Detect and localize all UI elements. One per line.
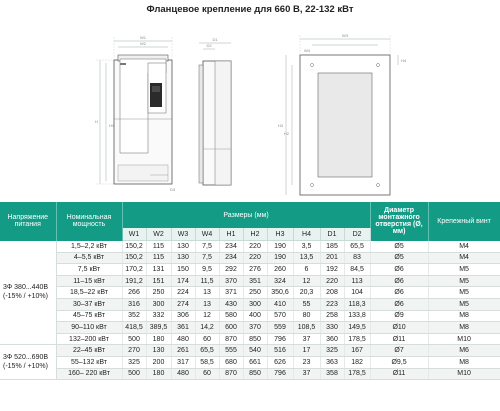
cell-w4: 7,5 [195, 252, 219, 264]
column-header-h1: H1 [219, 228, 243, 241]
cell-h3: 796 [267, 368, 293, 380]
table-row [0, 241, 500, 253]
cell-power: 4–5,5 кВт [56, 252, 122, 264]
cell-w3: 317 [171, 356, 195, 368]
cell-w2: 151 [146, 275, 171, 287]
cell-w2: 389,5 [146, 322, 171, 334]
cell-screw: M5 [428, 287, 500, 299]
cell-h1: 234 [219, 241, 243, 253]
cell-d2: 84,5 [344, 264, 370, 276]
cell-w2: 250 [146, 287, 171, 299]
cell-w2: 180 [146, 333, 171, 345]
cell-screw: M6 [428, 345, 500, 357]
cell-h1: 234 [219, 252, 243, 264]
cell-power: 132–200 кВт [56, 333, 122, 345]
cell-w1: 352 [122, 310, 146, 322]
cell-w4: 60 [195, 368, 219, 380]
column-header-d2: D2 [344, 228, 370, 241]
cell-hole-diameter: Ø6 [370, 264, 428, 276]
cell-h1: 870 [219, 368, 243, 380]
cell-d2: 178,5 [344, 333, 370, 345]
cell-w1: 418,5 [122, 322, 146, 334]
column-header-h3: H3 [267, 228, 293, 241]
cell-d2: 133,8 [344, 310, 370, 322]
cell-power: 1,5–2,2 кВт [56, 241, 122, 253]
cell-power: 160– 220 кВт [56, 368, 122, 380]
voltage-range: 3Ф 380...440В [3, 284, 49, 292]
table-row [0, 333, 500, 345]
cell-h2: 400 [243, 310, 267, 322]
cell-d2: 167 [344, 345, 370, 357]
cell-h1: 292 [219, 264, 243, 276]
cell-h2: 370 [243, 322, 267, 334]
cell-w2: 115 [146, 252, 171, 264]
cell-w1: 270 [122, 345, 146, 357]
cell-w4: 9,5 [195, 264, 219, 276]
table-row [0, 368, 500, 380]
cell-d1: 358 [320, 368, 344, 380]
cell-h3: 350,6 [267, 287, 293, 299]
cell-w2: 332 [146, 310, 171, 322]
cell-h2: 220 [243, 241, 267, 253]
table-row [0, 287, 500, 299]
cell-power: 90–110 кВт [56, 322, 122, 334]
column-header-w3: W3 [171, 228, 195, 241]
cell-d2: 65,5 [344, 241, 370, 253]
cell-w1: 316 [122, 298, 146, 310]
cell-h3: 796 [267, 333, 293, 345]
cell-d1: 330 [320, 322, 344, 334]
cell-d2: 104 [344, 287, 370, 299]
cell-w2: 115 [146, 241, 171, 253]
cell-power: 11–15 кВт [56, 275, 122, 287]
cell-h4: 37 [293, 333, 320, 345]
cell-d1: 223 [320, 298, 344, 310]
cell-screw: M8 [428, 310, 500, 322]
cell-h4: 6 [293, 264, 320, 276]
cell-h4: 55 [293, 298, 320, 310]
header-sizes: Размеры (мм) [122, 202, 370, 228]
table-row [0, 264, 500, 276]
cell-d1: 192 [320, 264, 344, 276]
table-row [0, 298, 500, 310]
page-title: Фланцевое крепление для 660 В, 22-132 кВт [146, 4, 354, 15]
cell-h3: 190 [267, 252, 293, 264]
cell-hole-diameter: Ø11 [370, 333, 428, 345]
cell-w2: 300 [146, 298, 171, 310]
cell-h4: 13,5 [293, 252, 320, 264]
cell-h1: 430 [219, 298, 243, 310]
voltage-group-label [0, 241, 56, 345]
cell-w2: 130 [146, 345, 171, 357]
cell-power: 45–75 кВт [56, 310, 122, 322]
table-row [0, 252, 500, 264]
cell-power: 22–45 кВт [56, 345, 122, 357]
cell-h3: 516 [267, 345, 293, 357]
voltage-group-label [0, 345, 56, 380]
cell-hole-diameter: Ø11 [370, 368, 428, 380]
cell-h4: 80 [293, 310, 320, 322]
table-body [0, 241, 500, 380]
cell-power: 30–37 кВт [56, 298, 122, 310]
label-d3: D3 [170, 187, 176, 192]
cell-h1: 555 [219, 345, 243, 357]
cell-w1: 325 [122, 356, 146, 368]
cell-h3: 570 [267, 310, 293, 322]
column-header-w2: W2 [146, 228, 171, 241]
cell-w4: 58,5 [195, 356, 219, 368]
column-header-h2: H2 [243, 228, 267, 241]
column-header-w1: W1 [122, 228, 146, 241]
cell-w1: 500 [122, 333, 146, 345]
cell-h4: 12 [293, 275, 320, 287]
cell-d1: 220 [320, 275, 344, 287]
dimension-table-wrapper [0, 202, 500, 380]
cell-w3: 174 [171, 275, 195, 287]
cell-power: 55–132 кВт [56, 356, 122, 368]
cell-d1: 360 [320, 333, 344, 345]
cell-h2: 220 [243, 252, 267, 264]
cell-h4: 23 [293, 356, 320, 368]
cell-h3: 410 [267, 298, 293, 310]
cell-w1: 170,2 [122, 264, 146, 276]
cell-d2: 149,5 [344, 322, 370, 334]
cell-hole-diameter: Ø9 [370, 310, 428, 322]
label-h: H [95, 119, 98, 124]
cell-power: 18,5–22 кВт [56, 287, 122, 299]
cell-w2: 180 [146, 368, 171, 380]
cell-hole-diameter: Ø9,5 [370, 356, 428, 368]
cell-w4: 60 [195, 333, 219, 345]
cell-screw: M10 [428, 333, 500, 345]
back-view-drawing [278, 33, 407, 195]
cell-w1: 266 [122, 287, 146, 299]
cell-h3: 260 [267, 264, 293, 276]
cell-d1: 201 [320, 252, 344, 264]
cell-w2: 131 [146, 264, 171, 276]
cell-d1: 208 [320, 287, 344, 299]
cell-w3: 480 [171, 368, 195, 380]
cell-d2: 118,3 [344, 298, 370, 310]
dimension-table [0, 202, 500, 380]
cell-screw: M5 [428, 264, 500, 276]
cell-screw: M5 [428, 298, 500, 310]
cell-h3: 626 [267, 356, 293, 368]
cell-w2: 200 [146, 356, 171, 368]
cell-w3: 306 [171, 310, 195, 322]
cell-h1: 580 [219, 310, 243, 322]
cell-h2: 351 [243, 275, 267, 287]
voltage-range: 3Ф 520...690В [3, 354, 49, 362]
cell-hole-diameter: Ø5 [370, 241, 428, 253]
cell-d2: 83 [344, 252, 370, 264]
header-hole-diameter: Диаметр монтажного отверстия (Ø, мм) [370, 202, 428, 241]
label-d2: D2 [206, 43, 212, 48]
cell-w4: 65,5 [195, 345, 219, 357]
cell-w3: 274 [171, 298, 195, 310]
label-w1: W1 [140, 35, 146, 40]
cell-hole-diameter: Ø5 [370, 252, 428, 264]
cell-hole-diameter: Ø6 [370, 287, 428, 299]
label-h2: H2 [283, 131, 289, 136]
cell-h1: 371 [219, 287, 243, 299]
header-screw: Крепежный винт [428, 202, 500, 241]
cell-screw: M5 [428, 275, 500, 287]
column-header-w4: W4 [195, 228, 219, 241]
cell-power: 7,5 кВт [56, 264, 122, 276]
cell-screw: M8 [428, 322, 500, 334]
label-w2: W2 [140, 41, 146, 46]
column-header-h4: H4 [293, 228, 320, 241]
cell-h1: 680 [219, 356, 243, 368]
cell-h1: 600 [219, 322, 243, 334]
cell-screw: M8 [428, 356, 500, 368]
cell-h2: 540 [243, 345, 267, 357]
cell-h2: 850 [243, 333, 267, 345]
cell-h2: 661 [243, 356, 267, 368]
cell-w4: 14,2 [195, 322, 219, 334]
label-w3: W3 [342, 33, 348, 38]
table-row [0, 322, 500, 334]
cell-d1: 258 [320, 310, 344, 322]
cell-w4: 13 [195, 287, 219, 299]
cell-h1: 870 [219, 333, 243, 345]
cell-w1: 500 [122, 368, 146, 380]
table-row [0, 310, 500, 322]
cell-h3: 559 [267, 322, 293, 334]
cell-hole-diameter: Ø7 [370, 345, 428, 357]
table-row [0, 275, 500, 287]
cell-h3: 190 [267, 241, 293, 253]
cell-h3: 324 [267, 275, 293, 287]
cell-screw: M4 [428, 252, 500, 264]
cell-w4: 12 [195, 310, 219, 322]
cell-w4: 13 [195, 298, 219, 310]
header-power: Номинальная мощность [56, 202, 122, 241]
cell-w3: 480 [171, 333, 195, 345]
cell-w4: 11,5 [195, 275, 219, 287]
cell-d1: 325 [320, 345, 344, 357]
label-h3: H3 [277, 123, 283, 128]
cell-w3: 150 [171, 264, 195, 276]
cell-hole-diameter: Ø10 [370, 322, 428, 334]
cell-h1: 370 [219, 275, 243, 287]
cell-h2: 850 [243, 368, 267, 380]
cell-w1: 150,2 [122, 241, 146, 253]
dimension-drawings [0, 15, 500, 200]
cell-h4: 3,5 [293, 241, 320, 253]
front-view-drawing [95, 35, 176, 192]
voltage-tolerance: (-15% / +10%) [3, 363, 48, 371]
cell-h2: 300 [243, 298, 267, 310]
cell-d2: 113 [344, 275, 370, 287]
label-h4: H4 [401, 58, 407, 63]
cell-hole-diameter: Ø6 [370, 275, 428, 287]
cell-w3: 130 [171, 241, 195, 253]
cell-screw: M4 [428, 241, 500, 253]
voltage-tolerance: (-15% / +10%) [3, 293, 48, 301]
label-h1: H1 [109, 123, 115, 128]
cell-w3: 261 [171, 345, 195, 357]
cell-w1: 191,2 [122, 275, 146, 287]
cell-w1: 150,2 [122, 252, 146, 264]
cell-h4: 17 [293, 345, 320, 357]
cell-d2: 178,5 [344, 368, 370, 380]
cell-h4: 20,3 [293, 287, 320, 299]
cell-d2: 182 [344, 356, 370, 368]
cell-w3: 130 [171, 252, 195, 264]
column-header-d1: D1 [320, 228, 344, 241]
label-w4: W4 [304, 48, 310, 53]
cell-h2: 250 [243, 287, 267, 299]
header-voltage: Напряжение питания [0, 202, 56, 241]
cell-h4: 108,5 [293, 322, 320, 334]
table-row [0, 345, 500, 357]
cell-d1: 363 [320, 356, 344, 368]
cell-hole-diameter: Ø6 [370, 298, 428, 310]
cell-d1: 185 [320, 241, 344, 253]
cell-screw: M10 [428, 368, 500, 380]
cell-w3: 224 [171, 287, 195, 299]
table-row [0, 356, 500, 368]
cell-w4: 7,5 [195, 241, 219, 253]
cell-h2: 276 [243, 264, 267, 276]
side-view-drawing [199, 37, 231, 185]
cell-w3: 361 [171, 322, 195, 334]
cell-h4: 37 [293, 368, 320, 380]
label-d1: D1 [212, 37, 218, 42]
